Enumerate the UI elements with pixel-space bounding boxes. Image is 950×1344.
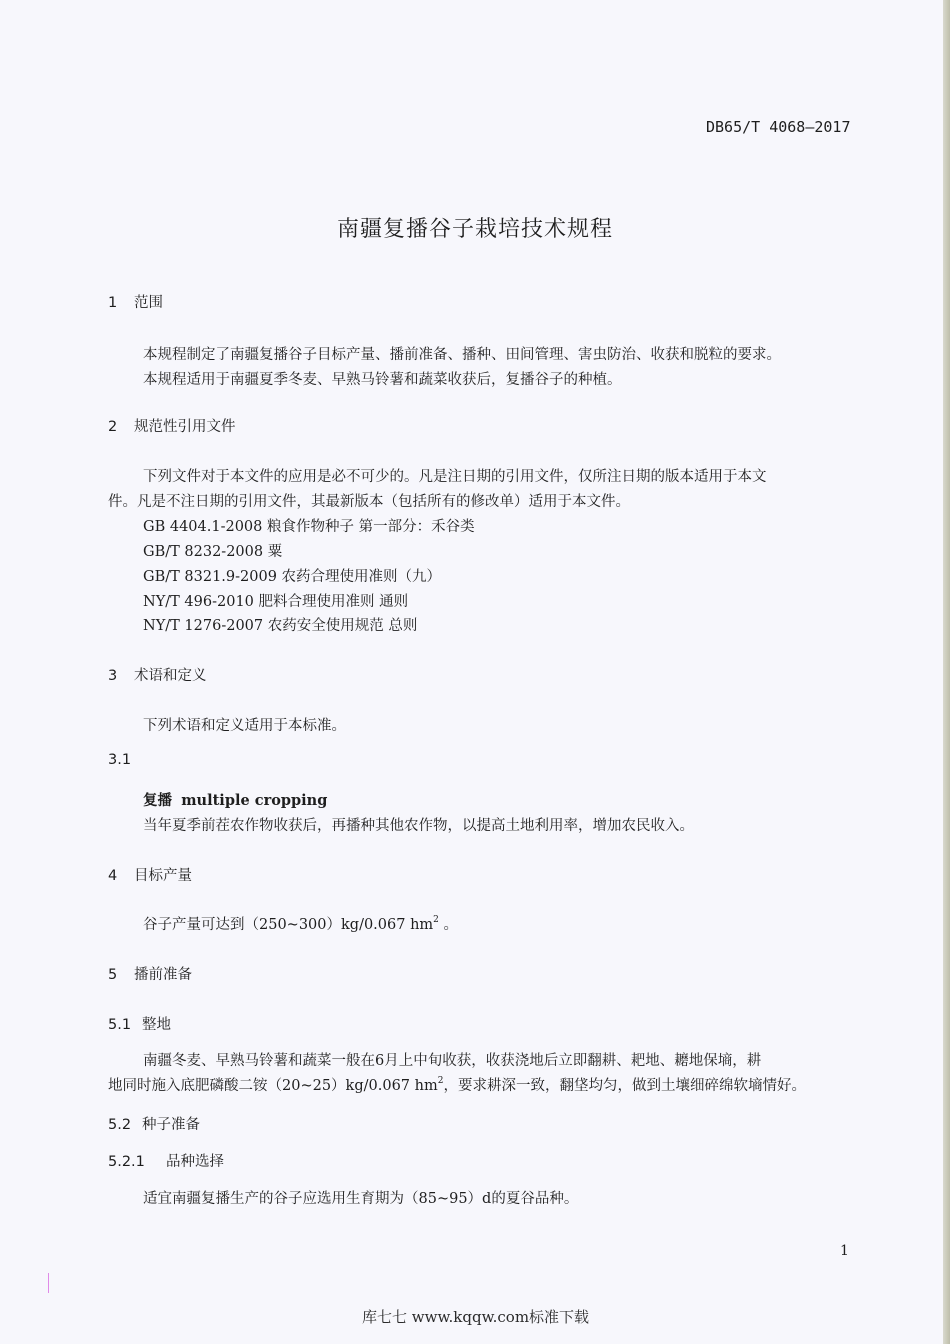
scope-paragraph-1: 本规程制定了南疆复播谷子目标产量、播前准备、播种、田间管理、害虫防治、收获和脱粒的要求。 [143,347,781,363]
section-number: 3 [108,668,118,684]
scan-edge-strip [943,0,950,1344]
references-intro-line-2: 件。凡是不注日期的引用文件，其最新版本（包括所有的修改单）适用于本文件。 [108,494,630,510]
superscript: 2 [433,915,439,925]
land-prep-text-end: ，要求耕深一致，翻垡均匀，做到土壤细碎绵软墒情好。 [443,1078,806,1094]
section-number: 4 [108,868,118,884]
section-number: 5 [108,967,118,983]
term-chinese: 复播 [143,792,172,809]
variety-selection-text: 适宜南疆复播生产的谷子应选用生育期为（85~95）d的夏谷品种。 [143,1191,579,1207]
section-5-heading [108,963,192,984]
reference-item: GB 4404.1-2008 粮食作物种子 第一部分：禾谷类 [143,519,475,535]
terms-intro: 下列术语和定义适用于本标准。 [143,718,346,734]
section-2-heading [108,415,236,436]
footer-watermark: 库七七 www.kqqw.com标准下载 [362,1308,590,1326]
subsection-title: 品种选择 [166,1154,224,1170]
subsection-number: 5.2.1 [108,1154,145,1170]
page-number: 1 [840,1243,849,1259]
section-title: 范围 [134,295,163,311]
subsection-5-1-heading [108,1013,171,1034]
reference-item: GB/T 8232-2008 粟 [143,544,283,560]
section-title: 术语和定义 [134,668,207,684]
section-title: 规范性引用文件 [134,419,236,435]
subsection-title: 种子准备 [142,1117,200,1133]
standard-number: DB65/T 4068—2017 [706,118,851,136]
subsection-title: 整地 [142,1017,171,1033]
yield-text: 谷子产量可达到（250~300）kg/0.067 hm [143,917,434,933]
subsection-3-1-number: 3.1 [108,752,132,768]
land-prep-line-2 [108,1074,806,1095]
section-1-heading [108,291,163,312]
term-definition: 当年夏季前茬农作物收获后，再播种其他农作物，以提高土地利用率，增加农民收入。 [143,818,694,834]
subsection-5-2-1-heading [108,1150,224,1171]
section-3-heading [108,664,207,685]
yield-text-end: 。 [438,917,459,933]
reference-item: NY/T 496-2010 肥料合理使用准则 通则 [143,594,409,610]
scope-paragraph-2: 本规程适用于南疆夏季冬麦、早熟马铃薯和蔬菜收获后，复播谷子的种植。 [143,372,622,388]
subsection-5-2-heading [108,1113,200,1134]
target-yield-text [143,913,458,934]
reference-item: GB/T 8321.9-2009 农药合理使用准则（九） [143,569,442,585]
scan-mark [48,1273,49,1293]
land-prep-line-1: 南疆冬麦、早熟马铃薯和蔬菜一般在6月上中旬收获，收获浇地后立即翻耕、耙地、耱地保墒，耕 [143,1053,762,1069]
term-english: multiple cropping [181,792,328,809]
section-number: 1 [108,295,118,311]
section-4-heading [108,864,192,885]
subsection-number: 5.2 [108,1117,132,1133]
references-intro-line-1: 下列文件对于本文件的应用是必不可少的。凡是注日期的引用文件，仅所注日期的版本适用于本文 [143,469,767,485]
document-title: 南疆复播谷子栽培技术规程 [336,217,613,242]
section-title: 目标产量 [134,868,192,884]
section-title: 播前准备 [134,967,192,983]
subsection-number: 5.1 [108,1017,132,1033]
term-entry [143,789,327,810]
reference-item: NY/T 1276-2007 农药安全使用规范 总则 [143,618,418,634]
section-number: 2 [108,419,118,435]
land-prep-text: 地同时施入底肥磷酸二铵（20~25）kg/0.067 hm [108,1078,438,1094]
superscript: 2 [437,1076,444,1086]
